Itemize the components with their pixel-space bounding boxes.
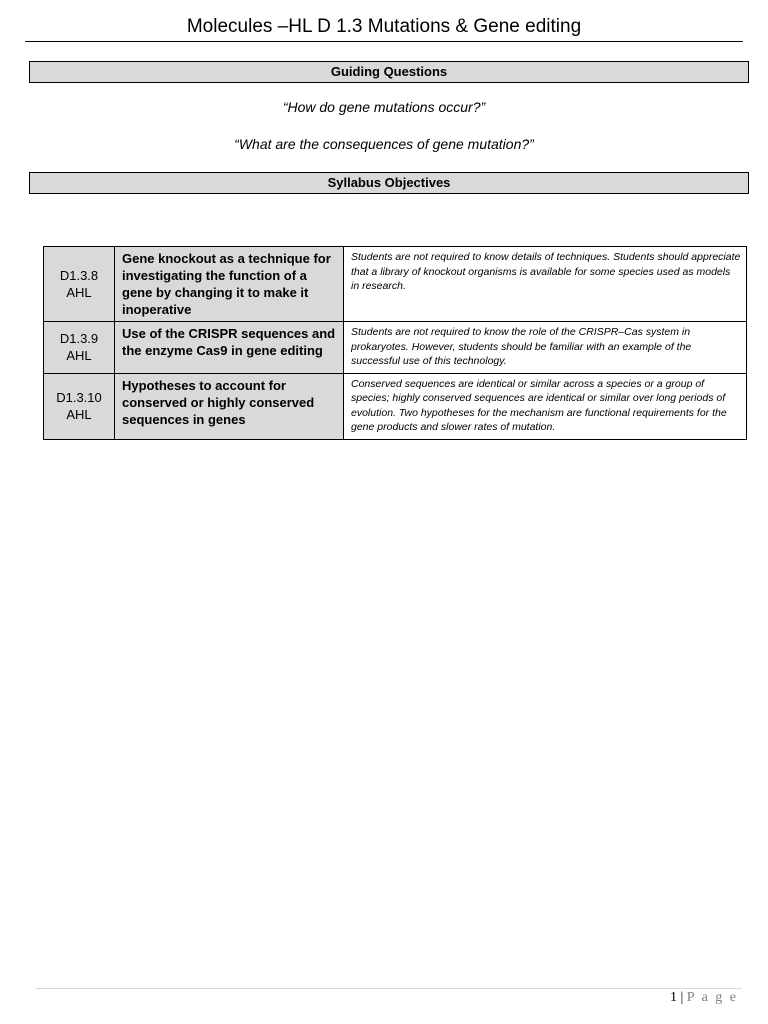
- objective-code: D1.3.9: [59, 331, 99, 347]
- table-row: [44, 322, 747, 374]
- objective-guidance: Students are not required to know details of techniques. Students should appreciate that a library of knockout organisms is available for some species used as models in research.: [344, 247, 747, 322]
- objective-topic: Gene knockout as a technique for investigating the function of a gene by changing it to make it inoperative: [115, 247, 344, 322]
- objective-level: AHL: [66, 348, 92, 364]
- page-number: 1: [669, 990, 677, 1005]
- objective-topic: Use of the CRISPR sequences and the enzyme Cas9 in gene editing: [115, 322, 344, 374]
- objective-level: AHL: [66, 407, 92, 422]
- guiding-question-2: “What are the consequences of gene mutation?”: [234, 136, 534, 152]
- objective-code: D1.3.10: [56, 390, 102, 405]
- objective-guidance: Students are not required to know the role of the CRISPR–Cas system in prokaryotes. However, students should be familiar with an example of the successful use of this technology.: [344, 322, 747, 374]
- guiding-question-1: “How do gene mutations occur?”: [282, 99, 486, 115]
- page-word: P a g e: [686, 990, 738, 1005]
- syllabus-objectives-heading: Syllabus Objectives: [29, 172, 749, 194]
- objective-code-cell: [44, 247, 115, 322]
- page-footer: [670, 990, 738, 1006]
- table-row: [44, 373, 747, 439]
- objective-level: AHL: [66, 285, 92, 300]
- objective-code-cell: [44, 373, 115, 439]
- footer-divider: [36, 988, 742, 989]
- page-separator: |: [680, 990, 684, 1005]
- objective-guidance: Conserved sequences are identical or similar across a species or a group of species; highly conserved sequences are identical or similar over long periods of evolution. Two hypotheses for the mechanism are functional requirements for the gene products and slower rates of mutation.: [344, 373, 747, 439]
- objective-code-cell: [44, 322, 115, 374]
- table-row: [44, 247, 747, 322]
- objective-code: D1.3.8: [59, 268, 99, 283]
- document-title: Molecules –HL D 1.3 Mutations & Gene editing: [186, 16, 582, 37]
- objective-topic: Hypotheses to account for conserved or highly conserved sequences in genes: [115, 373, 344, 439]
- guiding-questions-heading: Guiding Questions: [29, 61, 749, 83]
- title-divider: [25, 41, 743, 42]
- syllabus-objectives-table: [43, 246, 747, 440]
